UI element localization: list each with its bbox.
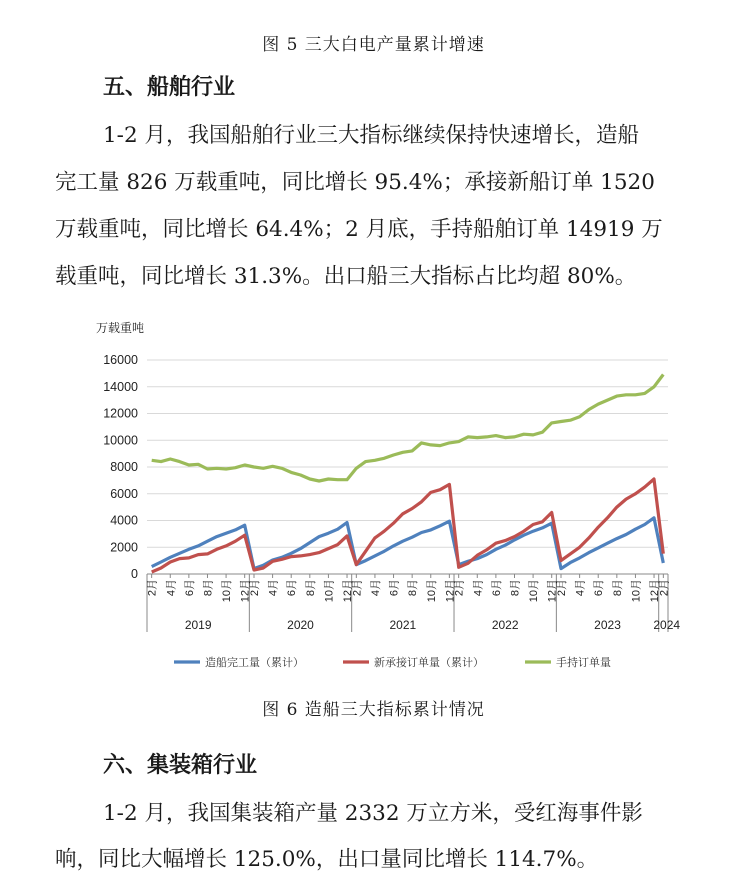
y-axis-ticks [103,353,138,581]
year-label: 2021 [389,618,417,632]
section-5-line-1: 1-2 月，我国船舶行业三大指标继续保持快速增长，造船 [103,123,639,148]
month-tick-label: 6月 [593,579,606,597]
month-tick-label: 10月 [630,579,643,603]
y-tick-label: 6000 [110,486,138,501]
month-tick-label: 12月 [239,579,252,603]
y-tick-label: 10000 [103,433,138,448]
month-tick-label: 2月 [248,579,261,597]
section-5-line-2: 完工量 826 万载重吨，同比增长 95.4%；承接新船订单 1520 [55,170,655,195]
month-tick-label: 6月 [286,579,299,597]
y-axis-label: 万载重吨 [96,321,145,335]
month-tick-label: 4月 [267,579,280,597]
month-tick-label: 8月 [304,579,317,597]
month-tick-label: 10月 [528,579,541,603]
legend-label: 新承接订单量（累计） [374,656,484,669]
month-tick-label: 12月 [546,579,559,603]
series-line-2 [152,479,664,572]
section-5-line-3: 万载重吨，同比增长 64.4%；2 月底，手持船舶订单 14919 万 [55,217,663,242]
month-tick-label: 2月 [351,579,364,597]
month-tick-label: 2月 [453,579,466,597]
month-tick-label: 10月 [221,579,234,603]
y-tick-label: 12000 [103,406,138,421]
legend-label: 手持订单量 [556,656,611,669]
month-tick-label: 2月 [146,579,159,597]
section-6-line-1: 1-2 月，我国集装箱产量 2332 万立方米，受红海事件影 [103,801,643,826]
year-label: 2024 [653,618,681,632]
year-label: 2020 [287,618,314,632]
y-tick-label: 4000 [110,513,138,528]
y-tick-label: 14000 [103,379,138,394]
legend-label: 造船完工量（累计） [205,656,304,669]
year-label: 2019 [184,618,212,632]
month-tick-label: 6月 [183,579,196,597]
month-tick-label: 10月 [323,579,336,603]
section-6-line-2: 响，同比大幅增长 125.0%，出口量同比增长 114.7%。 [55,847,599,872]
month-tick-label: 8月 [202,579,215,597]
y-tick-label: 8000 [110,460,138,474]
month-tick-label: 6月 [490,579,503,597]
x-axis [146,574,681,632]
month-tick-label: 4月 [369,579,382,597]
month-tick-label: 4月 [574,579,587,597]
month-tick-label: 10月 [425,579,438,603]
chart-grid [147,360,668,547]
month-tick-label: 2月 [658,579,671,597]
section-5-line-4: 载重吨，同比增长 31.3%。出口船三大指标占比均超 80%。 [55,264,637,289]
month-tick-label: 12月 [444,579,457,603]
year-label: 2023 [594,618,621,632]
month-tick-label: 12月 [342,579,355,603]
figure-5-caption: 图 5 三大白电产量累计增速 [262,35,485,55]
month-tick-label: 8月 [509,579,522,597]
month-tick-label: 8月 [611,579,624,597]
month-tick-label: 12月 [649,579,662,603]
figure-6-caption: 图 6 造船三大指标累计情况 [262,700,485,720]
month-tick-label: 2月 [556,579,569,597]
month-tick-label: 6月 [388,579,401,597]
section-5-heading: 五、船舶行业 [103,75,236,100]
y-tick-label: 2000 [110,540,138,555]
year-label: 2022 [491,618,519,632]
series-line-3 [152,375,664,482]
y-tick-label: 16000 [103,353,138,367]
section-6-heading: 六、集装箱行业 [103,753,258,778]
y-tick-label: 0 [131,567,138,581]
chart-legend [174,655,611,669]
month-tick-label: 4月 [472,579,485,597]
month-tick-label: 4月 [165,579,178,597]
chart-series [152,375,664,573]
month-tick-label: 8月 [407,579,420,597]
shipbuilding-chart [0,308,747,680]
